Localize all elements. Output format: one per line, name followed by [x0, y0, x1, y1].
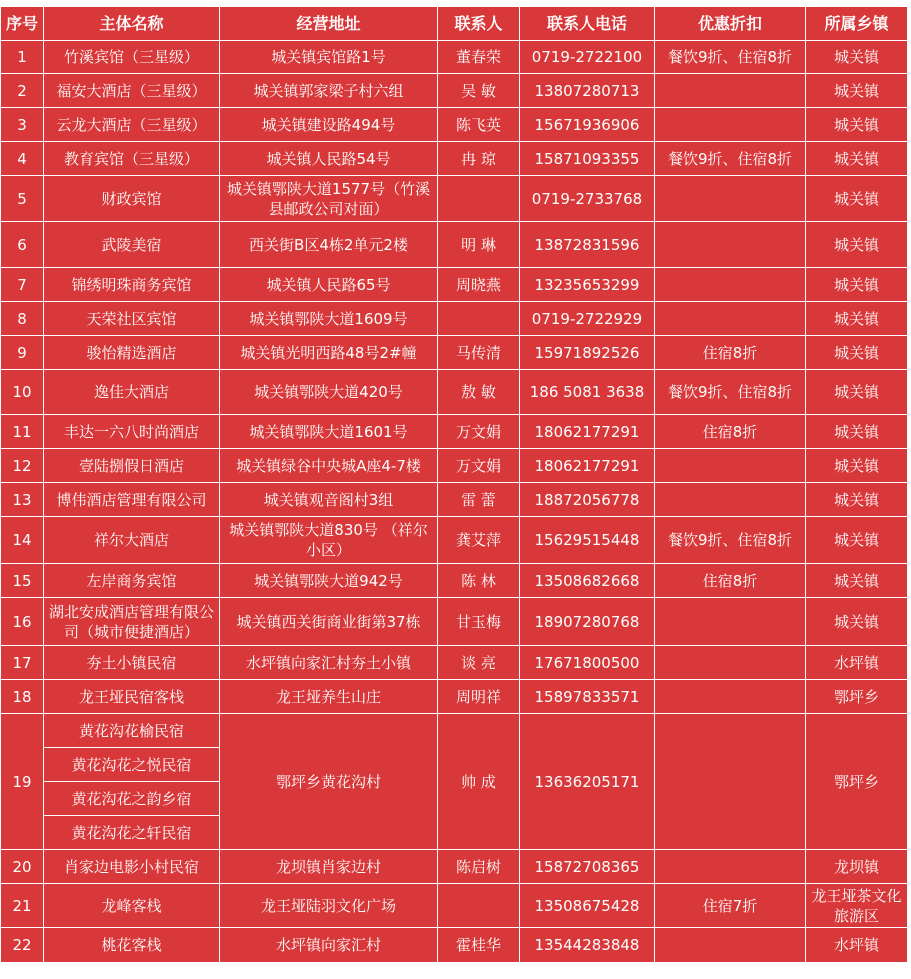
row-number: 10 — [1, 370, 44, 415]
discount — [655, 680, 806, 714]
contact-person: 龚艾萍 — [438, 517, 520, 564]
table-row — [1, 142, 908, 176]
table-row — [1, 41, 908, 74]
table-row — [1, 108, 908, 142]
discount: 住宿8折 — [655, 415, 806, 449]
business-name: 夯土小镇民宿 — [44, 646, 220, 680]
discount — [655, 646, 806, 680]
discount: 餐饮9折、住宿8折 — [655, 142, 806, 176]
business-name: 黄花沟花之轩民宿 — [44, 816, 220, 850]
business-name: 左岸商务宾馆 — [44, 564, 220, 598]
contact-phone: 15671936906 — [520, 108, 655, 142]
business-name: 骏怡精选酒店 — [44, 336, 220, 370]
address: 城关镇鄂陕大道1601号 — [220, 415, 438, 449]
discount — [655, 222, 806, 268]
table-body — [1, 41, 908, 963]
contact-person: 甘玉梅 — [438, 598, 520, 646]
address: 城关镇人民路54号 — [220, 142, 438, 176]
town: 城关镇 — [806, 564, 908, 598]
contact-phone: 17671800500 — [520, 646, 655, 680]
contact-phone: 18062177291 — [520, 449, 655, 483]
business-name: 壹陆捌假日酒店 — [44, 449, 220, 483]
business-name: 湖北安成酒店管理有限公司（城市便捷酒店） — [44, 598, 220, 646]
contact-phone: 18872056778 — [520, 483, 655, 517]
row-number: 6 — [1, 222, 44, 268]
town: 城关镇 — [806, 176, 908, 222]
contact-person: 董春荣 — [438, 41, 520, 74]
contact-phone: 15629515448 — [520, 517, 655, 564]
contact-person: 万文娟 — [438, 449, 520, 483]
town: 城关镇 — [806, 108, 908, 142]
row-number: 7 — [1, 268, 44, 302]
row-number: 21 — [1, 884, 44, 928]
discount — [655, 176, 806, 222]
address: 城关镇建设路494号 — [220, 108, 438, 142]
row-number: 15 — [1, 564, 44, 598]
row-number: 20 — [1, 850, 44, 884]
business-name: 云龙大酒店（三星级） — [44, 108, 220, 142]
contact-phone: 0719-2733768 — [520, 176, 655, 222]
contact-person: 明 琳 — [438, 222, 520, 268]
address: 城关镇光明西路48号2#幢 — [220, 336, 438, 370]
contact-person: 吴 敏 — [438, 74, 520, 108]
address: 城关镇鄂陕大道1577号（竹溪县邮政公司对面） — [220, 176, 438, 222]
table-row — [1, 884, 908, 928]
table-row — [1, 850, 908, 884]
discount — [655, 108, 806, 142]
address: 水坪镇向家汇村夯土小镇 — [220, 646, 438, 680]
discount — [655, 483, 806, 517]
address: 城关镇观音阁村3组 — [220, 483, 438, 517]
contact-phone: 15871093355 — [520, 142, 655, 176]
address: 城关镇鄂陕大道830号 （祥尔小区） — [220, 517, 438, 564]
discount — [655, 302, 806, 336]
contact-person: 霍桂华 — [438, 928, 520, 963]
contact-person: 陈 林 — [438, 564, 520, 598]
table-row — [1, 680, 908, 714]
contact-person — [438, 176, 520, 222]
contact-phone: 0719-2722100 — [520, 41, 655, 74]
business-name: 肖家边电影小村民宿 — [44, 850, 220, 884]
town: 水坪镇 — [806, 928, 908, 963]
business-name: 龙王垭民宿客栈 — [44, 680, 220, 714]
discount: 住宿7折 — [655, 884, 806, 928]
table-row — [1, 483, 908, 517]
table-row — [1, 302, 908, 336]
row-number: 17 — [1, 646, 44, 680]
address: 城关镇鄂陕大道1609号 — [220, 302, 438, 336]
contact-person: 周明祥 — [438, 680, 520, 714]
table-wrapper — [0, 6, 908, 963]
address: 龙王垭陆羽文化广场 — [220, 884, 438, 928]
discount: 餐饮9折、住宿8折 — [655, 370, 806, 415]
contact-person: 敖 敏 — [438, 370, 520, 415]
header-town: 所属乡镇 — [806, 7, 908, 41]
row-number: 13 — [1, 483, 44, 517]
table-row — [1, 268, 908, 302]
table-row — [1, 646, 908, 680]
town: 城关镇 — [806, 74, 908, 108]
business-name: 丰达一六八时尚酒店 — [44, 415, 220, 449]
town: 龙坝镇 — [806, 850, 908, 884]
contact-person: 周晓燕 — [438, 268, 520, 302]
business-name: 桃花客栈 — [44, 928, 220, 963]
hotel-discount-table — [0, 6, 908, 963]
contact-phone: 13807280713 — [520, 74, 655, 108]
town: 城关镇 — [806, 222, 908, 268]
business-name: 教育宾馆（三星级） — [44, 142, 220, 176]
business-name: 逸佳大酒店 — [44, 370, 220, 415]
address: 水坪镇向家汇村 — [220, 928, 438, 963]
contact-phone: 15971892526 — [520, 336, 655, 370]
town: 城关镇 — [806, 449, 908, 483]
contact-phone: 0719-2722929 — [520, 302, 655, 336]
contact-phone: 13508675428 — [520, 884, 655, 928]
row-number: 9 — [1, 336, 44, 370]
header-discount: 优惠折扣 — [655, 7, 806, 41]
row-number: 1 — [1, 41, 44, 74]
town: 城关镇 — [806, 268, 908, 302]
town: 城关镇 — [806, 142, 908, 176]
table-row — [1, 598, 908, 646]
header-row — [1, 7, 908, 41]
discount — [655, 928, 806, 963]
contact-person: 冉 琼 — [438, 142, 520, 176]
table-row — [1, 222, 908, 268]
table-row — [1, 714, 908, 748]
table-row — [1, 449, 908, 483]
row-number: 8 — [1, 302, 44, 336]
address: 城关镇鄂陕大道420号 — [220, 370, 438, 415]
contact-person: 马传清 — [438, 336, 520, 370]
business-name: 武陵美宿 — [44, 222, 220, 268]
business-name: 祥尔大酒店 — [44, 517, 220, 564]
contact-phone: 18907280768 — [520, 598, 655, 646]
town: 城关镇 — [806, 370, 908, 415]
row-number: 18 — [1, 680, 44, 714]
town: 鄂坪乡 — [806, 714, 908, 850]
address: 城关镇人民路65号 — [220, 268, 438, 302]
contact-phone: 13508682668 — [520, 564, 655, 598]
town: 城关镇 — [806, 517, 908, 564]
business-name: 竹溪宾馆（三星级） — [44, 41, 220, 74]
contact-person — [438, 302, 520, 336]
business-name: 黄花沟花之悦民宿 — [44, 748, 220, 782]
discount: 餐饮9折、住宿8折 — [655, 517, 806, 564]
row-number: 4 — [1, 142, 44, 176]
address: 城关镇郭家梁子村六组 — [220, 74, 438, 108]
row-number: 2 — [1, 74, 44, 108]
row-number: 5 — [1, 176, 44, 222]
discount: 住宿8折 — [655, 564, 806, 598]
contact-person: 谈 亮 — [438, 646, 520, 680]
business-name: 财政宾馆 — [44, 176, 220, 222]
contact-phone: 13872831596 — [520, 222, 655, 268]
discount: 住宿8折 — [655, 336, 806, 370]
business-name: 龙峰客栈 — [44, 884, 220, 928]
table-row — [1, 564, 908, 598]
address: 城关镇鄂陕大道942号 — [220, 564, 438, 598]
row-number: 12 — [1, 449, 44, 483]
contact-phone: 186 5081 3638 — [520, 370, 655, 415]
address: 城关镇西关街商业街第37栋 — [220, 598, 438, 646]
discount — [655, 850, 806, 884]
town: 城关镇 — [806, 336, 908, 370]
town: 城关镇 — [806, 598, 908, 646]
address: 城关镇宾馆路1号 — [220, 41, 438, 74]
row-number: 16 — [1, 598, 44, 646]
contact-phone: 13544283848 — [520, 928, 655, 963]
town: 城关镇 — [806, 483, 908, 517]
row-number: 3 — [1, 108, 44, 142]
contact-person: 雷 蕾 — [438, 483, 520, 517]
contact-phone: 13636205171 — [520, 714, 655, 850]
town: 水坪镇 — [806, 646, 908, 680]
header-contact: 联系人 — [438, 7, 520, 41]
address: 龙坝镇肖家边村 — [220, 850, 438, 884]
contact-phone: 15897833571 — [520, 680, 655, 714]
contact-person: 帅 成 — [438, 714, 520, 850]
table-row — [1, 176, 908, 222]
town: 城关镇 — [806, 41, 908, 74]
town: 城关镇 — [806, 415, 908, 449]
contact-phone: 18062177291 — [520, 415, 655, 449]
business-name: 锦绣明珠商务宾馆 — [44, 268, 220, 302]
table-row — [1, 517, 908, 564]
contact-person: 陈启树 — [438, 850, 520, 884]
business-name: 博伟酒店管理有限公司 — [44, 483, 220, 517]
business-name: 黄花沟花榆民宿 — [44, 714, 220, 748]
town: 龙王垭茶文化旅游区 — [806, 884, 908, 928]
contact-phone: 13235653299 — [520, 268, 655, 302]
contact-phone: 15872708365 — [520, 850, 655, 884]
discount: 餐饮9折、住宿8折 — [655, 41, 806, 74]
discount — [655, 74, 806, 108]
town: 城关镇 — [806, 302, 908, 336]
table-row — [1, 928, 908, 963]
table-row — [1, 370, 908, 415]
table-row — [1, 336, 908, 370]
row-number: 11 — [1, 415, 44, 449]
discount — [655, 714, 806, 850]
business-name: 黄花沟花之韵乡宿 — [44, 782, 220, 816]
header-address: 经营地址 — [220, 7, 438, 41]
contact-person: 陈飞英 — [438, 108, 520, 142]
discount — [655, 449, 806, 483]
address: 西关街B区4栋2单元2楼 — [220, 222, 438, 268]
business-name: 天荣社区宾馆 — [44, 302, 220, 336]
table-row — [1, 74, 908, 108]
contact-person: 万文娟 — [438, 415, 520, 449]
address: 鄂坪乡黄花沟村 — [220, 714, 438, 850]
town: 鄂坪乡 — [806, 680, 908, 714]
contact-person — [438, 884, 520, 928]
header-name: 主体名称 — [44, 7, 220, 41]
address: 城关镇绿谷中央城A座4-7楼 — [220, 449, 438, 483]
row-number: 22 — [1, 928, 44, 963]
header-phone: 联系人电话 — [520, 7, 655, 41]
business-name: 福安大酒店（三星级） — [44, 74, 220, 108]
discount — [655, 598, 806, 646]
address: 龙王垭养生山庄 — [220, 680, 438, 714]
row-number: 19 — [1, 714, 44, 850]
discount — [655, 268, 806, 302]
table-row — [1, 415, 908, 449]
header-no: 序号 — [1, 7, 44, 41]
row-number: 14 — [1, 517, 44, 564]
